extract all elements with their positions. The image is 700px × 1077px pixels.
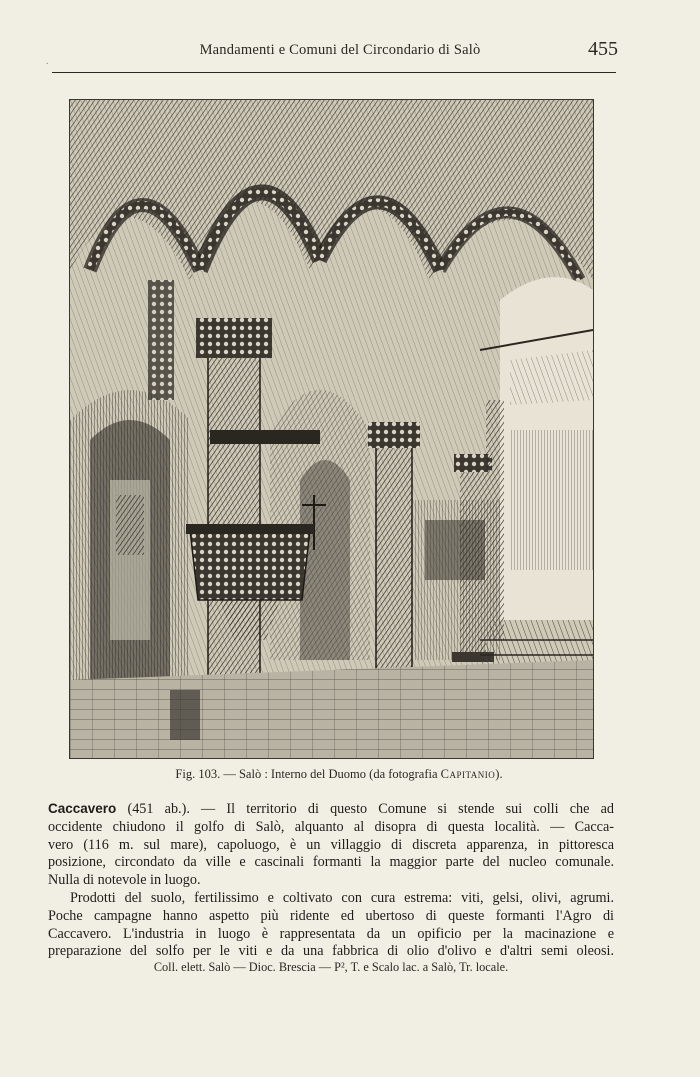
body-line: Poche campagne hanno aspetto più ridente ed ubertoso di queste formanti l'Agro di bbox=[48, 907, 614, 924]
duomo-interior-engraving bbox=[69, 99, 594, 759]
body-line: posizione, circondato da ville e cascinali formanti la maggior parte del nucleo comunale. bbox=[48, 854, 614, 871]
body-text bbox=[48, 800, 614, 961]
body-line bbox=[48, 800, 614, 819]
body-line: vero (116 m. sul mare), capoluogo, è un villaggio di discreta apparenza, in pittoresca bbox=[48, 836, 614, 853]
page-number: 455 bbox=[588, 38, 618, 60]
electoral-info-line: Coll. elett. Salò — Dioc. Brescia — P², T. e Scalo lac. a Salò, Tr. locale. bbox=[153, 960, 509, 974]
body-line: occidente chiudono il golfo di Salò, alquanto al disopra di questa località. — Cacca- bbox=[48, 818, 614, 835]
header-dot: . bbox=[46, 56, 49, 67]
column-far-right bbox=[486, 400, 504, 640]
caption-label: Fig. 103. — Salò : Interno del Duomo (da fotografia bbox=[175, 767, 441, 781]
figure-caption bbox=[104, 767, 574, 782]
entry-intro: (451 ab.). — Il territorio di questo Comune si stende sui colli che ad bbox=[116, 801, 614, 817]
caption-credit: Capitanio bbox=[440, 767, 496, 781]
header-rule bbox=[52, 72, 616, 73]
entry-name: Caccavero bbox=[48, 801, 117, 816]
engraving-illustration bbox=[70, 100, 593, 758]
caption-close: ). bbox=[495, 767, 503, 781]
body-line: Caccavero. L'industria in luogo è rappresentata da un opificio per la macinazione e bbox=[48, 925, 614, 942]
running-head: Mandamenti e Comuni del Circondario di Salò bbox=[199, 42, 481, 58]
body-line: Nulla di notevole in luogo. bbox=[48, 872, 201, 889]
body-line: Prodotti del suolo, fertilissimo e coltivato con cura estrema: viti, gelsi, olivi, agrumi. bbox=[70, 889, 614, 906]
body-line: preparazione del solfo per le viti e da una fabbrica di olio d'olivo e d'altri semi oleosi. bbox=[48, 943, 614, 960]
